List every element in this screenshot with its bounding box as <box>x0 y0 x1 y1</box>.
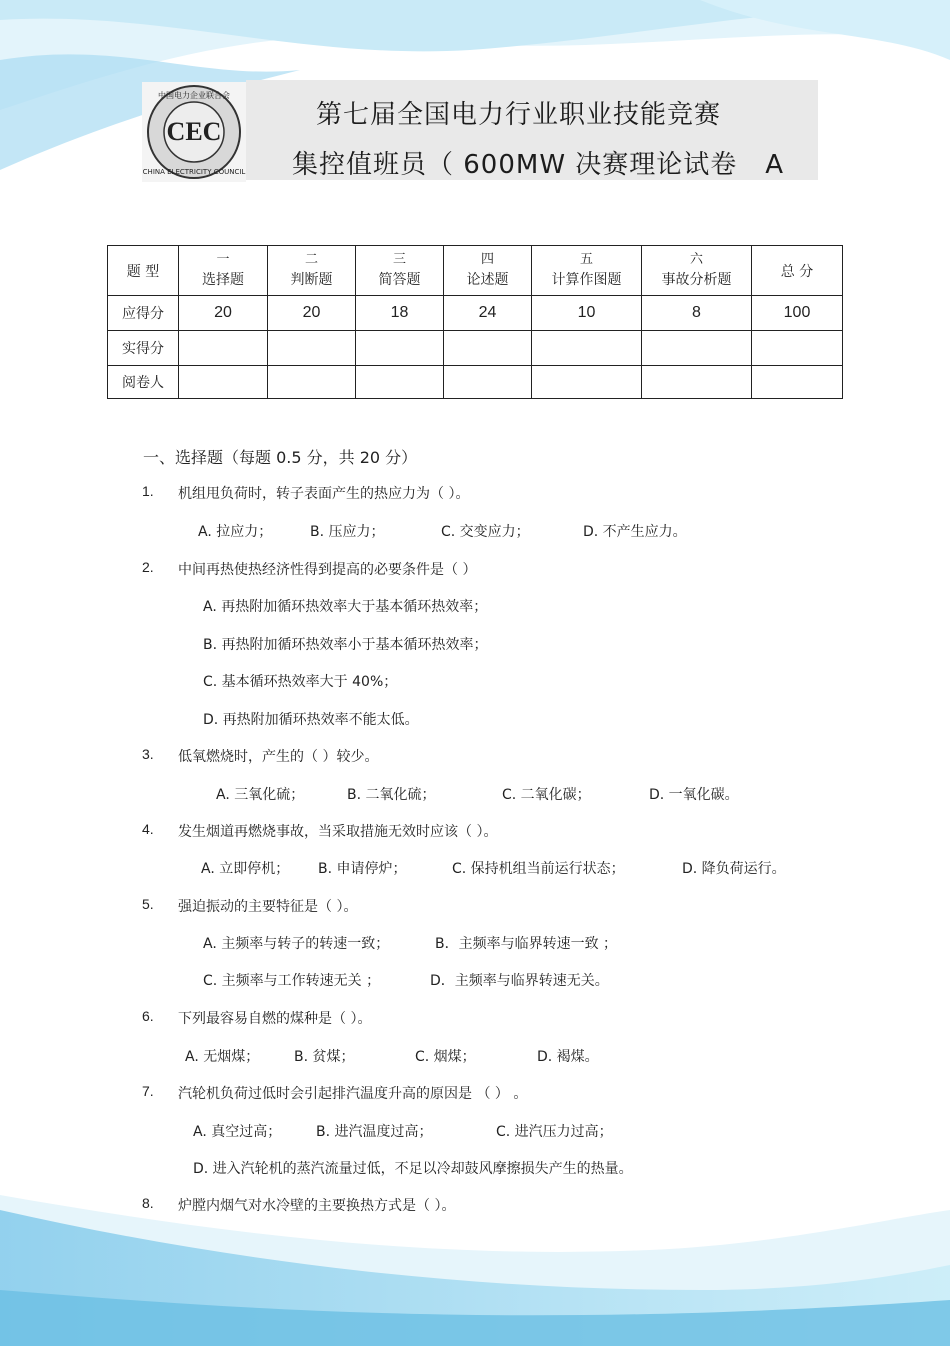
question-stem: 发生烟道再燃烧事故，当采取措施无效时应该（ ）。 <box>178 824 498 840</box>
option: B. 压应力； <box>310 524 385 540</box>
col-header: 六 事故分析题 <box>642 246 752 296</box>
col-header: 二 判断题 <box>268 246 356 296</box>
max-score-cell: 20 <box>268 296 356 331</box>
col-header: 三 简答题 <box>356 246 444 296</box>
row-label: 题 型 <box>108 246 179 296</box>
option: B. 贫煤； <box>294 1049 355 1065</box>
question-number: 2. <box>142 559 154 575</box>
grader-cell <box>179 366 268 399</box>
option: B. 再热附加循环热效率小于基本循环热效率； <box>203 637 488 653</box>
actual-score-cell <box>444 331 532 366</box>
question-stem: 中间再热使热经济性得到提高的必要条件是（ ） <box>178 562 477 578</box>
question-number: 5. <box>142 896 154 912</box>
question-stem: 下列最容易自燃的煤种是（ ）。 <box>178 1011 372 1027</box>
question-stem: 低氧燃烧时，产生的（ ）较少。 <box>178 749 379 765</box>
option: B. 进汽温度过高； <box>316 1124 433 1140</box>
option: A. 主频率与转子的转速一致； <box>203 936 390 952</box>
question-stem: 汽轮机负荷过低时会引起排汽温度升高的原因是 （ ） 。 <box>178 1086 528 1102</box>
option: D. 进入汽轮机的蒸汽流量过低，不足以冷却鼓风摩擦损失产生的热量。 <box>193 1161 633 1177</box>
actual-score-cell <box>532 331 642 366</box>
section-heading: 一、选择题（每题 0.5 分，共 20 分） <box>143 448 418 467</box>
total-score-cell: 100 <box>752 296 843 331</box>
total-header: 总 分 <box>752 246 843 296</box>
option: C. 进汽压力过高； <box>496 1124 613 1140</box>
actual-score-cell <box>268 331 356 366</box>
exam-title-main: 集控值班员（ 600MW 决赛理论试卷 <box>292 150 738 180</box>
grader-cell <box>268 366 356 399</box>
option: B. 申请停炉； <box>318 861 407 877</box>
table-row-grader <box>108 366 843 399</box>
option: D. 降负荷运行。 <box>682 861 786 877</box>
col-header: 一 选择题 <box>179 246 268 296</box>
option: D. 一氧化碳。 <box>649 787 739 803</box>
question-stem: 炉膛内烟气对水冷壁的主要换热方式是（ ）。 <box>178 1198 456 1214</box>
table-row-max-score <box>108 296 843 331</box>
actual-score-cell <box>179 331 268 366</box>
option: C. 基本循环热效率大于 40%； <box>203 674 398 690</box>
question-number: 1. <box>142 483 154 499</box>
svg-text:CHINA ELECTRICITY COUNCIL: CHINA ELECTRICITY COUNCIL <box>142 168 246 176</box>
option: A. 无烟煤； <box>185 1049 260 1065</box>
option: D. 不产生应力。 <box>583 524 687 540</box>
table-row-actual-score <box>108 331 843 366</box>
grader-cell <box>532 366 642 399</box>
question-number: 6. <box>142 1008 154 1024</box>
option: B. 二氧化硫； <box>347 787 436 803</box>
question-number: 8. <box>142 1195 154 1211</box>
option: C. 主频率与工作转速无关 ； <box>203 973 381 989</box>
question-number: 7. <box>142 1083 154 1099</box>
max-score-cell: 10 <box>532 296 642 331</box>
max-score-cell: 24 <box>444 296 532 331</box>
exam-title-line2 <box>292 144 784 181</box>
option: D. 褐煤。 <box>537 1049 599 1065</box>
exam-title-line1: 第七届全国电力行业职业技能竞赛 <box>316 100 722 130</box>
grader-cell <box>752 366 843 399</box>
option: B．主频率与临界转速一致 ； <box>435 936 618 952</box>
option: A. 立即停机； <box>201 861 290 877</box>
question-number: 4. <box>142 821 154 837</box>
option: A. 再热附加循环热效率大于基本循环热效率； <box>203 599 488 615</box>
question-stem: 强迫振动的主要特征是（ ）。 <box>178 899 358 915</box>
row-label: 阅卷人 <box>108 366 179 399</box>
option: A. 拉应力； <box>198 524 273 540</box>
max-score-cell: 8 <box>642 296 752 331</box>
option: D. 再热附加循环热效率不能太低。 <box>203 712 419 728</box>
option: D．主频率与临界转速无关。 <box>430 973 609 989</box>
score-table <box>107 245 843 399</box>
table-row-question-type <box>108 246 843 296</box>
svg-text:CEC: CEC <box>166 117 222 146</box>
option: C. 烟煤； <box>415 1049 476 1065</box>
grader-cell <box>356 366 444 399</box>
max-score-cell: 18 <box>356 296 444 331</box>
col-header: 四 论述题 <box>444 246 532 296</box>
actual-score-cell <box>752 331 843 366</box>
grader-cell <box>444 366 532 399</box>
max-score-cell: 20 <box>179 296 268 331</box>
option: C. 交变应力； <box>441 524 530 540</box>
option: A. 三氧化硫； <box>216 787 305 803</box>
col-header: 五 计算作图题 <box>532 246 642 296</box>
row-label: 应得分 <box>108 296 179 331</box>
cec-logo <box>142 82 246 182</box>
grader-cell <box>642 366 752 399</box>
actual-score-cell <box>642 331 752 366</box>
question-stem: 机组甩负荷时，转子表面产生的热应力为（ ）。 <box>178 486 470 502</box>
question-number: 3. <box>142 746 154 762</box>
option: A. 真空过高； <box>193 1124 282 1140</box>
exam-paper-version: A <box>765 150 785 180</box>
actual-score-cell <box>356 331 444 366</box>
row-label: 实得分 <box>108 331 179 366</box>
option: C. 保持机组当前运行状态； <box>452 861 625 877</box>
option: C. 二氧化碳； <box>502 787 591 803</box>
svg-text:中国电力企业联合会: 中国电力企业联合会 <box>158 91 230 100</box>
